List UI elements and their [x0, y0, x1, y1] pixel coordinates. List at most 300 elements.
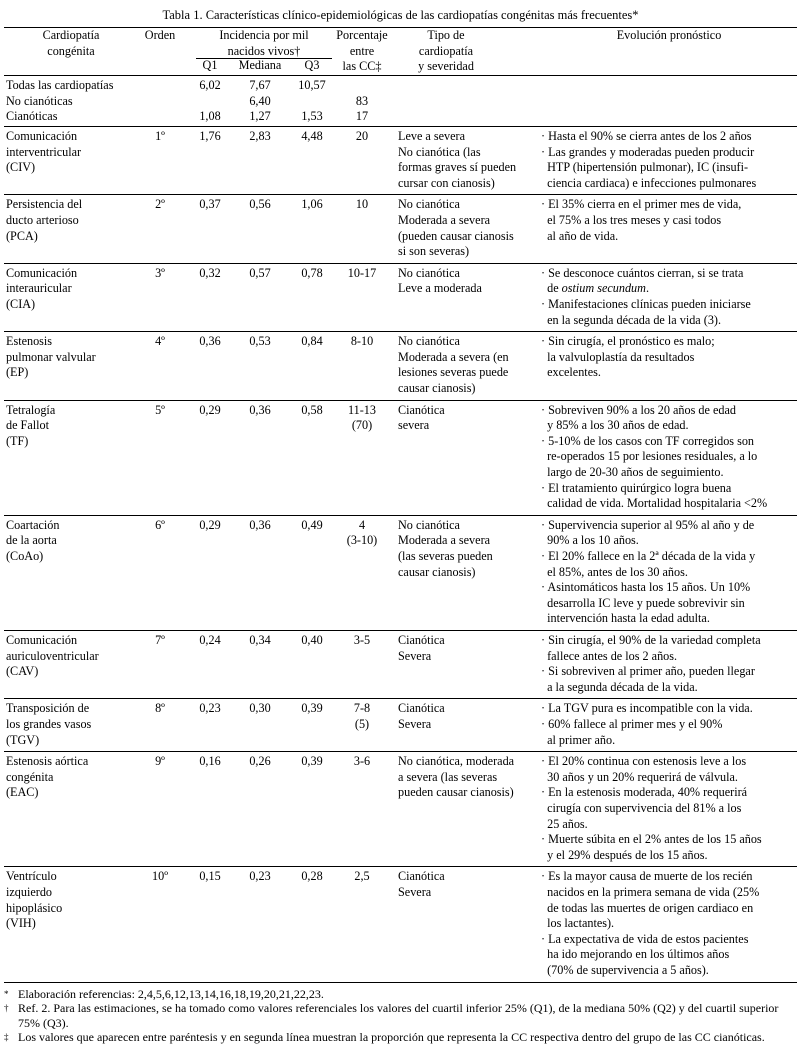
row-tipo-line: (las severas pueden	[398, 548, 493, 563]
row-evolucion-item	[541, 785, 797, 832]
row-tipo-line: causar cianosis)	[398, 564, 476, 579]
evolucion-line: HTP (hipertensión pulmonar), IC (insufi-	[541, 160, 749, 175]
row-q1-line: 0,16	[199, 754, 221, 769]
evolucion-line: el 85%, antes de los 30 años.	[541, 564, 688, 579]
header-mediana	[232, 58, 288, 74]
evolucion-line: · Es la mayor causa de muerte de los recién	[541, 869, 753, 884]
summary-q1-line: 6,02	[199, 78, 221, 92]
row-pct-line: (5)	[354, 716, 370, 731]
row-name-line: de Fallot	[6, 418, 49, 433]
row-tipo	[398, 403, 536, 434]
evolucion-line: el 75% a los tres meses y casi todos	[541, 212, 722, 227]
row-tipo	[398, 701, 536, 732]
row-name-line: Estenosis	[6, 334, 53, 349]
row-tipo	[398, 334, 536, 396]
row-orden-line: 7º	[155, 633, 165, 647]
table-rule	[4, 515, 797, 516]
row-q1	[191, 129, 229, 145]
footnote	[4, 1001, 797, 1030]
row-tipo-line: No cianótica	[398, 197, 460, 212]
row-q3-line: 0,39	[301, 701, 323, 716]
evolucion-line: · Se desconoce cuántos cierran, si se trata	[541, 265, 744, 280]
header-tipo	[396, 28, 496, 75]
row-name-line: hipoplásico	[6, 900, 63, 915]
row-name-line: Comunicación	[6, 129, 78, 143]
evolucion-line: de todas las muertes de origen cardiaco en	[541, 900, 754, 915]
footnote-mark: †	[4, 1003, 9, 1014]
row-pct-line: 20	[355, 129, 369, 143]
row-q1	[191, 403, 229, 419]
row-name-line: Coartación	[6, 517, 60, 532]
row-mediana	[232, 701, 288, 717]
row-evolucion-item	[541, 754, 797, 785]
evolucion-line: nacidos en la primera semana de vida (25%	[541, 884, 760, 899]
row-pct	[332, 266, 392, 282]
row-name-line: auriculoventricular	[6, 648, 99, 663]
row-q3-line: 0,28	[301, 869, 323, 884]
row-tipo-line: Cianótica	[398, 402, 445, 417]
footnote	[4, 1030, 797, 1045]
row-name-line: (CoAo)	[6, 548, 44, 563]
header-incidencia	[196, 28, 332, 59]
evolucion-line: intervención hasta la edad adulta.	[541, 611, 710, 626]
row-orden-line: 8º	[155, 701, 165, 716]
row-pct-line: (3-10)	[346, 533, 378, 548]
summary-q1	[191, 78, 229, 94]
row-q1-line: 0,29	[199, 517, 221, 532]
evolucion-line: ciencia cardiaca) e infecciones pulmonares	[541, 175, 757, 190]
evolucion-line: los lactantes).	[541, 916, 615, 931]
row-q3	[292, 701, 332, 717]
row-q3-line: 0,49	[301, 517, 323, 532]
header-orden	[140, 28, 180, 44]
row-orden	[140, 701, 180, 717]
row-mediana	[232, 129, 288, 145]
row-mediana-line: 0,57	[249, 265, 271, 280]
row-tipo-line: Moderada a severa	[398, 533, 491, 548]
footnote-mark: ‡	[4, 1032, 9, 1043]
table-caption: Tabla 1. Características clínico-epidemiológicas de las cardiopatías congénitas más frecuentes*	[162, 8, 639, 22]
row-tipo-line: si son severas)	[398, 244, 470, 259]
row-mediana-line: 0,56	[249, 197, 271, 212]
evolucion-line: · 60% fallece al primer mes y el 90%	[541, 717, 723, 731]
evolucion-line: y 85% a los 30 años de edad.	[541, 418, 689, 433]
row-name	[6, 266, 146, 313]
row-q3	[292, 518, 332, 534]
evolucion-line: · La expectativa de vida de estos pacientes	[541, 931, 749, 946]
row-orden	[140, 334, 180, 350]
table-rule	[4, 751, 797, 752]
row-name	[6, 403, 146, 450]
row-evolucion-item	[541, 832, 797, 863]
row-tipo-line: Cianótica	[398, 701, 445, 716]
header-porcentaje-line: Porcentaje	[336, 28, 388, 42]
row-pct	[332, 129, 392, 145]
row-pct-line: (70)	[351, 418, 373, 433]
row-tipo-line: Leve a severa	[398, 129, 465, 143]
summary-row-name	[6, 78, 146, 94]
row-pct-line: 10	[355, 197, 369, 212]
row-name-line: (PCA)	[6, 228, 38, 243]
row-tipo-line: Moderada a severa	[398, 212, 491, 227]
row-q3-line: 0,78	[301, 265, 323, 280]
row-q3-line: 0,39	[301, 754, 323, 769]
row-mediana	[232, 403, 288, 419]
header-porcentaje	[332, 28, 392, 75]
row-pct	[332, 197, 392, 213]
row-pct	[332, 869, 392, 885]
row-mediana	[232, 266, 288, 282]
evolucion-line: · El 35% cierra en el primer mes de vida,	[541, 197, 742, 212]
table-rule	[4, 400, 797, 401]
row-q1	[191, 633, 229, 649]
header-q3	[292, 58, 332, 74]
header-cardiopatia	[6, 28, 136, 59]
summary-row-name-line: Todas las cardiopatías	[6, 78, 114, 92]
row-evolucion-item	[541, 145, 797, 192]
row-tipo	[398, 197, 536, 259]
row-tipo-line: formas graves sí pueden	[398, 160, 517, 175]
summary-row-name-line: No cianóticas	[6, 93, 73, 108]
evolucion-line: · El 20% continua con estenosis leve a los	[541, 754, 747, 769]
evolucion-line: de ostium secundum.	[541, 281, 649, 296]
header-incidencia-line: Incidencia por mil	[219, 28, 309, 42]
summary-mediana-line: 6,40	[249, 93, 271, 108]
evolucion-line: · El 20% fallece en la 2ª década de la vida y	[541, 549, 756, 563]
evolucion-line: largo de 20-30 años de seguimiento.	[541, 464, 724, 479]
row-name-line: Tetralogía	[6, 402, 56, 417]
row-tipo-line: Severa	[398, 648, 432, 663]
summary-row-name	[6, 94, 146, 110]
evolucion-line: en la segunda década de la vida (3).	[541, 312, 722, 327]
row-pct	[332, 633, 392, 649]
table-rule	[4, 75, 797, 76]
row-q3-line: 0,58	[301, 402, 323, 417]
row-pct	[332, 334, 392, 350]
row-name-line: Persistencia del	[6, 197, 83, 212]
row-orden-line: 3º	[155, 265, 165, 280]
evolucion-line: · Asintomáticos hasta los 15 años. Un 10%	[541, 580, 751, 595]
row-q3	[292, 869, 332, 885]
summary-q1	[191, 109, 229, 125]
evolucion-line: re-operados 15 por lesiones residuales, a lo	[541, 449, 758, 464]
row-tipo	[398, 869, 536, 900]
row-tipo-line: Moderada a severa (en	[398, 349, 509, 364]
evolucion-line: al año de vida.	[541, 228, 619, 243]
row-name-line: (EAC)	[6, 785, 39, 800]
header-evolucion	[541, 28, 797, 44]
row-mediana	[232, 197, 288, 213]
footnote-text: Los valores que aparecen entre paréntesis y en segunda línea muestran la proporción que representa la CC respectiva dentro del grupo de las CC cianóticas.	[18, 1030, 765, 1045]
evolucion-line: · Si sobreviven al primer año, pueden llegar	[541, 664, 755, 679]
evolucion-line: calidad de vida. Mortalidad hospitalaria <2%	[541, 496, 768, 511]
row-tipo-line: cursar con cianosis)	[398, 175, 495, 190]
row-q1-line: 1,76	[199, 129, 221, 143]
summary-mediana	[232, 94, 288, 110]
summary-q3	[292, 109, 332, 125]
row-mediana-line: 0,30	[249, 701, 271, 716]
row-evolucion-item	[541, 197, 797, 244]
row-q1-line: 0,24	[199, 633, 221, 647]
row-evolucion-item	[541, 334, 797, 381]
table-rule	[4, 126, 797, 127]
row-tipo-line: a severa (las severas	[398, 769, 498, 784]
row-tipo-line: No cianótica	[398, 517, 460, 532]
row-q3-line: 0,40	[301, 633, 323, 647]
summary-row-name-line: Cianóticas	[6, 109, 58, 124]
row-q1	[191, 869, 229, 885]
evolucion-line: 90% a los 10 años.	[541, 533, 639, 548]
row-pct-line: 8-10	[350, 334, 374, 349]
row-q3-line: 0,84	[301, 334, 323, 349]
header-porcentaje-line: entre	[349, 43, 375, 58]
row-q3	[292, 633, 332, 649]
row-q3	[292, 197, 332, 213]
row-orden-line: 4º	[155, 334, 165, 349]
row-name-line: Comunicación	[6, 265, 78, 280]
row-name-line: (CIV)	[6, 160, 36, 175]
row-name	[6, 334, 146, 381]
row-tipo-line: pueden causar cianosis)	[398, 785, 514, 800]
row-name-line: interventricular	[6, 144, 82, 159]
row-q1-line: 0,29	[199, 402, 221, 417]
header-tipo-line: Tipo de	[427, 28, 465, 42]
table-rule	[4, 982, 797, 983]
row-tipo-line: No cianótica	[398, 334, 460, 349]
row-tipo-line: severa	[398, 418, 430, 433]
summary-row-name	[6, 109, 146, 125]
row-pct	[332, 754, 392, 770]
row-orden-line: 2º	[155, 197, 165, 212]
row-pct-line: 10-17	[347, 265, 377, 280]
row-name	[6, 129, 146, 176]
row-mediana-line: 0,36	[249, 517, 271, 532]
row-q3	[292, 403, 332, 419]
row-evolucion-item	[541, 549, 797, 580]
row-q3	[292, 266, 332, 282]
row-pct-line: 4	[358, 517, 366, 532]
row-tipo-line: No cianótica, moderada	[398, 754, 515, 769]
row-q3	[292, 754, 332, 770]
row-pct-line: 3-6	[353, 754, 371, 769]
row-orden-line: 6º	[155, 517, 165, 532]
evolucion-line: fallece antes de los 2 años.	[541, 648, 678, 663]
evolucion-line: excelentes.	[541, 365, 601, 380]
row-orden	[140, 129, 180, 145]
row-name-line: congénita	[6, 769, 54, 784]
row-pct-line: 11-13	[348, 402, 376, 417]
row-tipo-line: lesiones severas puede	[398, 365, 509, 380]
row-mediana	[232, 754, 288, 770]
row-pct	[332, 701, 392, 732]
row-q1-line: 0,32	[199, 265, 221, 280]
row-mediana-line: 0,36	[249, 402, 271, 417]
summary-pct-line: 83	[355, 93, 369, 108]
row-orden-line: 10º	[152, 869, 168, 884]
row-orden	[140, 197, 180, 213]
summary-pct	[332, 109, 392, 125]
table-rule	[4, 698, 797, 699]
row-tipo-line: (pueden causar cianosis	[398, 228, 514, 243]
summary-q1-line: 1,08	[199, 109, 221, 124]
row-tipo-line: Leve a moderada	[398, 281, 482, 296]
row-name	[6, 701, 146, 748]
row-pct-line: 7-8	[353, 701, 371, 716]
row-tipo-line: No cianótica (las	[398, 144, 481, 159]
row-evolucion-item	[541, 518, 797, 549]
row-mediana-line: 0,34	[249, 633, 271, 647]
row-mediana-line: 0,53	[249, 334, 271, 349]
header-cardiopatia-line: congénita	[47, 43, 95, 58]
header-tipo-line: y severidad	[418, 59, 474, 74]
summary-pct	[332, 94, 392, 110]
row-q1	[191, 754, 229, 770]
header-q3-line: Q3	[304, 58, 320, 72]
row-name-line: (CAV)	[6, 664, 39, 679]
row-tipo-line: Severa	[398, 884, 432, 899]
evolucion-line: a la segunda década de la vida.	[541, 679, 698, 694]
evolucion-line: · La TGV pura es incompatible con la vida.	[541, 701, 753, 716]
row-orden-line: 5º	[155, 402, 165, 417]
row-evolucion-item	[541, 297, 797, 328]
table-rule	[4, 263, 797, 264]
header-cardiopatia-line: Cardiopatía	[42, 28, 100, 42]
row-pct	[332, 518, 392, 549]
footnote-mark: *	[4, 988, 9, 999]
row-name-line: (VIH)	[6, 916, 36, 931]
evolucion-line: cirugía con supervivencia del 81% a los	[541, 800, 742, 815]
row-tipo-line: causar cianosis)	[398, 380, 476, 395]
row-evolucion-item	[541, 932, 797, 979]
row-name-line: Estenosis aórtica	[6, 754, 89, 769]
evolucion-line: · Sobreviven 90% a los 20 años de edad	[541, 402, 736, 417]
row-name-line: Comunicación	[6, 633, 78, 647]
row-name-line: pulmonar valvular	[6, 349, 96, 364]
row-name-line: (EP)	[6, 365, 29, 380]
row-q1-line: 0,15	[199, 869, 221, 884]
evolucion-line: · Las grandes y moderadas pueden producir	[541, 144, 755, 159]
row-evolucion-item	[541, 869, 797, 931]
row-tipo-line: No cianótica	[398, 265, 460, 280]
header-tipo-line: cardiopatía	[418, 43, 474, 58]
summary-q3-line: 1,53	[301, 109, 323, 124]
row-evolucion-item	[541, 129, 797, 145]
row-pct-line: 2,5	[354, 869, 370, 884]
header-evolucion-line: Evolución pronóstico	[616, 28, 722, 42]
summary-mediana-line: 7,67	[249, 78, 271, 92]
row-evolucion-item	[541, 664, 797, 695]
evolucion-line: al primer año.	[541, 732, 616, 747]
row-q1-line: 0,23	[199, 701, 221, 716]
row-evolucion-item	[541, 580, 797, 627]
evolucion-line: · 5-10% de los casos con TF corregidos son	[541, 433, 755, 448]
row-q1	[191, 197, 229, 213]
row-pct-line: 3-5	[353, 633, 371, 647]
summary-mediana	[232, 109, 288, 125]
evolucion-line: · Sin cirugía, el pronóstico es malo;	[541, 334, 715, 349]
row-q1-line: 0,37	[199, 197, 221, 212]
row-name-line: ducto arterioso	[6, 212, 79, 227]
summary-mediana	[232, 78, 288, 94]
evolucion-line: · En la estenosis moderada, 40% requerirá	[541, 785, 748, 800]
row-orden	[140, 754, 180, 770]
footnote-text: Ref. 2. Para las estimaciones, se ha tomado como valores referenciales los valores del cuartil inferior 25% (Q1), de la mediana 50% (Q2) y del cuartil superior 75% (Q3).	[18, 1001, 779, 1030]
summary-q3-line: 10,57	[298, 78, 326, 92]
row-q1-line: 0,36	[199, 334, 221, 349]
row-name-line: los grandes vasos	[6, 716, 92, 731]
row-name-line: izquierdo	[6, 884, 53, 899]
row-orden	[140, 518, 180, 534]
header-q1-line: Q1	[202, 58, 218, 72]
evolucion-line: 30 años y un 20% requerirá de válvula.	[541, 769, 738, 784]
row-q1	[191, 334, 229, 350]
row-name-line: de la aorta	[6, 533, 57, 548]
row-name	[6, 197, 146, 244]
table-rule	[4, 194, 797, 195]
evolucion-line: ha ido mejorando en los últimos años	[541, 947, 730, 962]
footnote	[4, 987, 797, 1002]
row-tipo-line: Severa	[398, 716, 432, 731]
evolucion-line: · Manifestaciones clínicas pueden iniciarse	[541, 297, 751, 311]
footnote-text: Elaboración referencias: 2,4,5,6,12,13,14,16,18,19,20,21,22,23.	[18, 986, 324, 1001]
evolucion-line: 25 años.	[541, 816, 588, 831]
header-orden-line: Orden	[144, 28, 176, 42]
row-evolucion-item	[541, 434, 797, 481]
row-mediana	[232, 869, 288, 885]
row-orden-line: 1º	[155, 129, 165, 143]
row-orden	[140, 403, 180, 419]
row-name-line: Transposición de	[6, 701, 90, 716]
row-tipo	[398, 754, 536, 801]
row-tipo-line: Cianótica	[398, 633, 445, 647]
row-q3-line: 4,48	[301, 129, 323, 143]
header-q1	[191, 58, 229, 74]
evolucion-line: · Sin cirugía, el 90% de la variedad completa	[541, 633, 761, 647]
summary-mediana-line: 1,27	[249, 109, 271, 124]
row-name-line: interauricular	[6, 281, 72, 296]
row-evolucion-item	[541, 717, 797, 748]
evolucion-line: y el 29% después de los 15 años.	[541, 847, 708, 862]
row-tipo	[398, 518, 536, 580]
row-tipo	[398, 266, 536, 297]
evolucion-line: · Muerte súbita en el 2% antes de los 15 años	[541, 832, 762, 847]
row-orden	[140, 633, 180, 649]
table-rule	[4, 866, 797, 867]
table-rule	[4, 630, 797, 631]
row-pct	[332, 403, 392, 434]
row-name	[6, 518, 146, 565]
row-name-line: (TGV)	[6, 732, 40, 747]
row-q3	[292, 334, 332, 350]
row-tipo-line: Cianótica	[398, 869, 445, 884]
row-q1	[191, 266, 229, 282]
row-evolucion-item	[541, 633, 797, 664]
evolucion-line: (70% de supervivencia a 5 años).	[541, 962, 709, 977]
row-mediana-line: 0,23	[249, 869, 271, 884]
evolucion-line: la valvuloplastía da resultados	[541, 349, 695, 364]
summary-pct-line: 17	[355, 109, 369, 124]
row-mediana	[232, 334, 288, 350]
evolucion-line: · Hasta el 90% se cierra antes de los 2 años	[541, 129, 752, 143]
row-mediana-line: 0,26	[249, 754, 271, 769]
row-orden	[140, 869, 180, 885]
header-mediana-line: Mediana	[238, 58, 282, 72]
row-name	[6, 754, 146, 801]
row-name-line: (CIA)	[6, 296, 36, 311]
row-q3-line: 1,06	[301, 197, 323, 212]
row-evolucion-item	[541, 481, 797, 512]
header-porcentaje-line: las CC‡	[342, 59, 382, 74]
